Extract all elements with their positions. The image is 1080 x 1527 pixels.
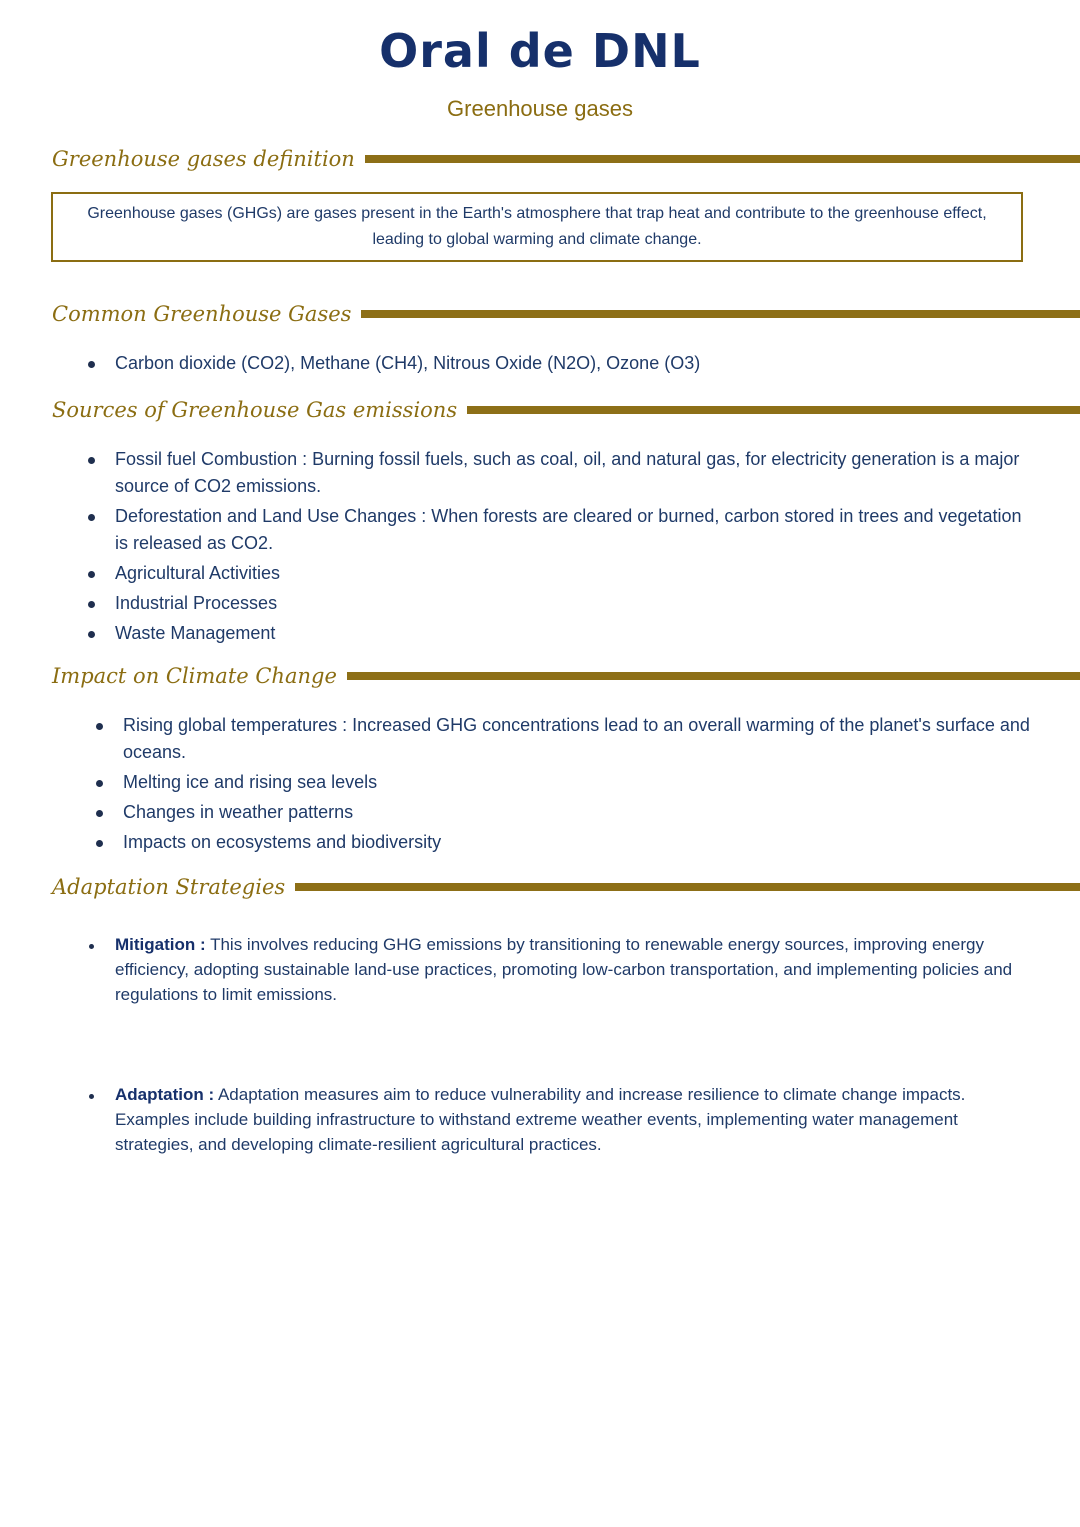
list-item: Carbon dioxide (CO2), Methane (CH4), Nitrous Oxide (N2O), Ozone (O3) [85,350,1025,377]
page-subtitle: Greenhouse gases [447,96,633,121]
impact-list [93,712,1033,856]
list-item: Industrial Processes [85,590,1025,617]
list-item: Melting ice and rising sea levels [93,769,1033,796]
list-item: Rising global temperatures : Increased GHG concentrations lead to an overall warming of the planet's surface and oceans. [93,712,1033,766]
section-heading-common-gases [52,299,1080,329]
item-text: Adaptation measures aim to reduce vulnerability and increase resilience to climate change impacts. Examples include building infrastructure to withstand extreme weather events, implementing water management strategies, and developing climate-resilient agricultural practices. [115,1085,966,1154]
item-text: This involves reducing GHG emissions by transitioning to renewable energy sources, improving energy efficiency, adopting sustainable land-use practices, promoting low-carbon transportation, and implementing policies and regulations to limit emissions. [115,935,1013,1004]
section-rule [347,672,1080,680]
section-rule [361,310,1080,318]
section-heading-adaptation [52,872,1080,902]
list-item: Deforestation and Land Use Changes : When forests are cleared or burned, carbon stored in trees and vegetation is released as CO2. [85,503,1025,557]
list-item: Impacts on ecosystems and biodiversity [93,829,1033,856]
section-heading-definition [52,144,1080,174]
adaptation-list [85,932,1030,1157]
section-heading-sources [52,395,1080,425]
page-title: Oral de DNL [379,24,701,78]
sources-list [85,446,1025,647]
list-item: Waste Management [85,620,1025,647]
section-heading-impact [52,661,1080,691]
definition-text: Greenhouse gases (GHGs) are gases present in the Earth's atmosphere that trap heat and contribute to the greenhouse effect, leading to global warming and climate change. [87,205,987,248]
list-item: Changes in weather patterns [93,799,1033,826]
item-label: Mitigation : [115,935,206,954]
section-rule [295,883,1080,891]
section-title: Impact on Climate Change [52,664,337,688]
list-item [85,1082,1030,1157]
item-label: Adaptation : [115,1085,215,1104]
common-gases-list [85,350,1025,377]
section-title: Greenhouse gases definition [52,147,355,171]
section-rule [365,155,1080,163]
section-rule [467,406,1080,414]
list-item [85,932,1030,1007]
section-title: Common Greenhouse Gases [52,302,352,326]
section-title: Adaptation Strategies [52,875,286,899]
definition-box [51,192,1023,262]
list-item: Agricultural Activities [85,560,1025,587]
section-title: Sources of Greenhouse Gas emissions [52,398,458,422]
list-item: Fossil fuel Combustion : Burning fossil fuels, such as coal, oil, and natural gas, for electricity generation is a major source of CO2 emissions. [85,446,1025,500]
